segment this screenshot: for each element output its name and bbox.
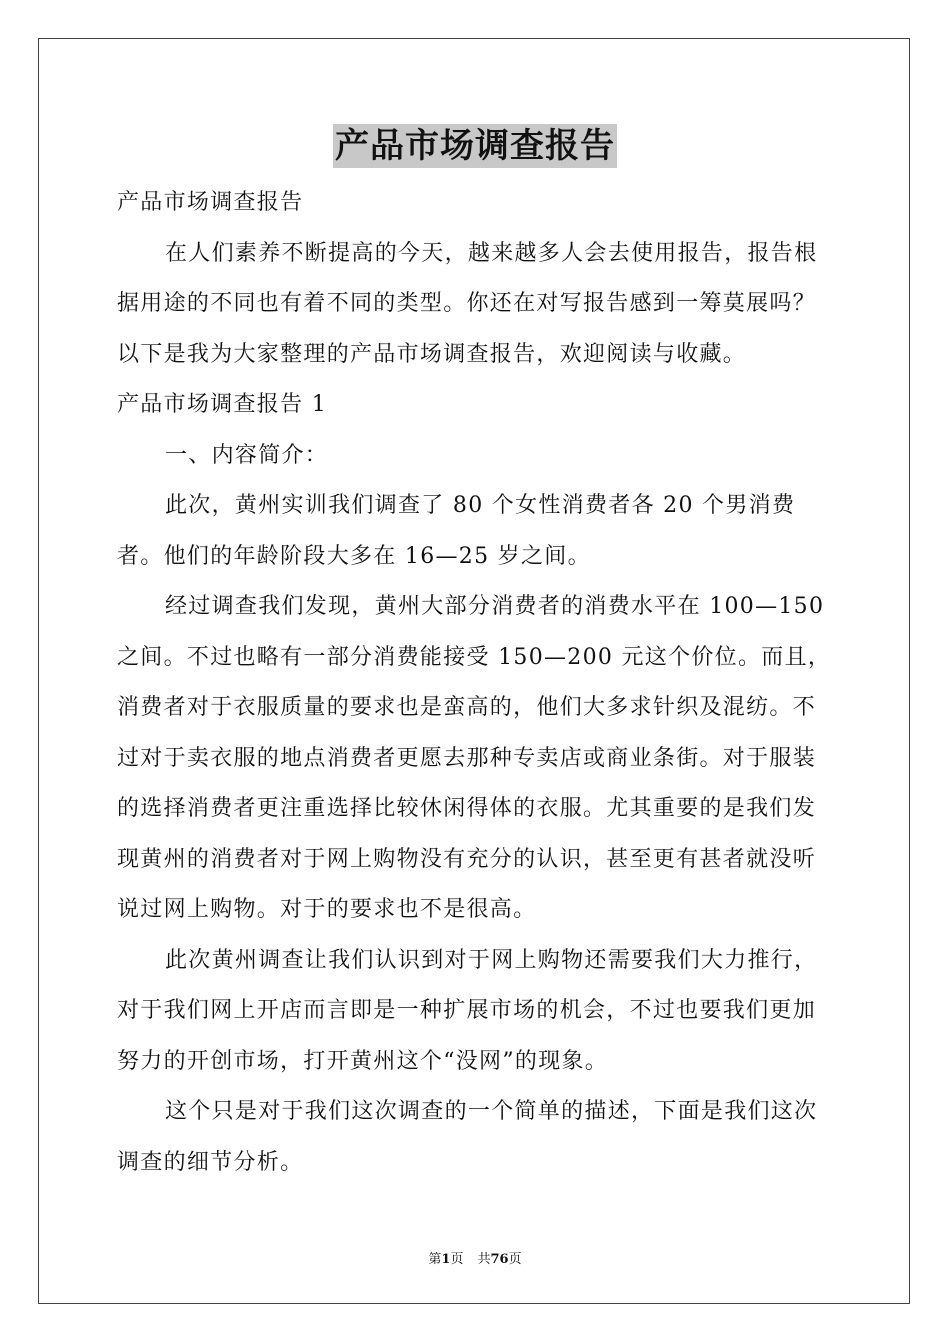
paragraph: 在人们素养不断提高的今天，越来越多人会去使用报告，报告根据用途的不同也有着不同的类型。你还在对写报告感到一筹莫展吗？以下是我为大家整理的产品市场调查报告，欢迎阅读与收藏。 (117, 240, 818, 367)
document-title: 产品市场调查报告 (335, 126, 615, 166)
page-suffix: 页 (450, 1252, 464, 1267)
total-suffix: 页 (508, 1252, 522, 1267)
page-footer (0, 1252, 950, 1268)
paragraph: 经过调查我们发现，黄州大部分消费者的消费水平在 100—150之间。不过也略有一部分消费能接受 150—200 元这个价位。而且，消费者对于衣服质量的要求也是蛮高的，他们大多求针织及混纺。不过对于卖衣服的地点消费者更愿去那种专卖店或商业条街。对于服装的选择消费者更注重选择比较休闲得体的衣服。尤其重要的是我们发现黄州的消费者对于网上购物没有充分的认识，甚至更有甚者就没听说过网上购物。对于的要求也不是很高。 (117, 594, 832, 922)
title-container (0, 124, 950, 168)
subsection-heading: 一、内容简介： (165, 442, 329, 468)
document-body (117, 178, 835, 1188)
paragraph: 产品市场调查报告 (117, 190, 304, 215)
paragraph: 这个只是对于我们这次调查的一个简单的描述，下面是我们这次调查的细节分析。 (117, 1099, 818, 1175)
page-prefix: 第 (428, 1252, 442, 1267)
section-heading: 产品市场调查报告 1 (117, 392, 327, 417)
page-number: 1 (441, 1252, 451, 1267)
paragraph: 此次黄州调查让我们认识到对于网上购物还需要我们大力推行，对于我们网上开店而言即是一种扩展市场的机会，不过也要我们更加努力的开创市场，打开黄州这个“没网”的现象。 (117, 947, 818, 1074)
paragraph: 此次，黄州实训我们调查了 80 个女性消费者各 20 个男消费者。他们的年龄阶段大多在 16—25 岁之间。 (117, 493, 796, 569)
total-prefix: 共 (477, 1252, 491, 1267)
total-pages: 76 (490, 1252, 509, 1267)
